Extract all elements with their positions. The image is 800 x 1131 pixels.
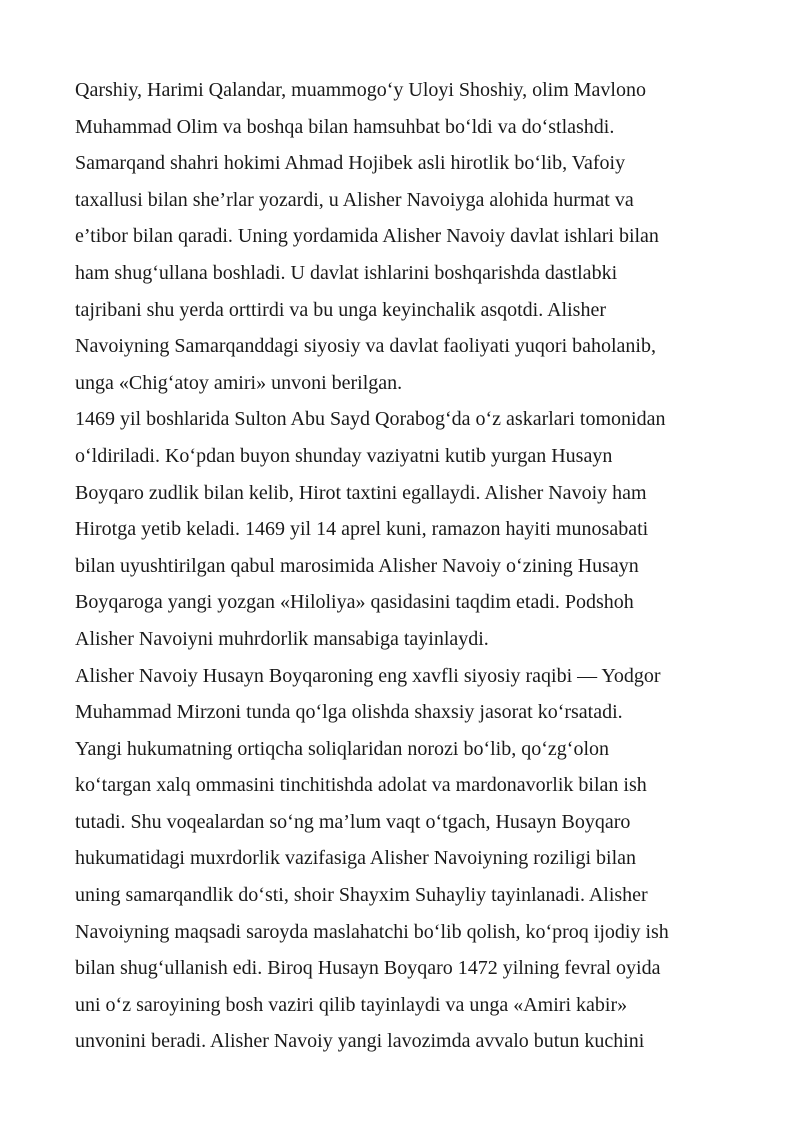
text-line: 1469 yil boshlarida Sulton Abu Sayd Qorabog‘da o‘z askarlari tomonidan (75, 408, 666, 431)
text-line: Navoiyning maqsadi saroyda maslahatchi bo‘lib qolish, ko‘proq ijodiy ish (75, 920, 669, 943)
text-line: tutadi. Shu voqealardan so‘ng ma’lum vaqt o‘tgach, Husayn Boyqaro (75, 810, 631, 833)
text-line: unga «Chig‘atoy amiri» unvoni berilgan. (75, 371, 403, 394)
text-line: bilan shug‘ullanish edi. Biroq Husayn Boyqaro 1472 yilning fevral oyida (75, 957, 661, 980)
text-line: uning samarqandlik do‘sti, shoir Shayxim Suhayliy tayinlanadi. Alisher (75, 884, 648, 907)
text-line: hukumatidagi muxrdorlik vazifasiga Alisher Navoiyning roziligi bilan (75, 847, 636, 870)
text-line: o‘ldiriladi. Ko‘pdan buyon shunday vaziyatni kutib yurgan Husayn (75, 444, 613, 467)
text-line: Hirotga yetib keladi. 1469 yil 14 aprel kuni, ramazon hayiti munosabati (75, 518, 649, 541)
text-line: Muhammad Olim va boshqa bilan hamsuhbat bo‘ldi va do‘stlashdi. (75, 115, 615, 138)
text-line: Boyqaro zudlik bilan kelib, Hirot taxtini egallaydi. Alisher Navoiy ham (75, 481, 647, 504)
text-line: Alisher Navoiy Husayn Boyqaroning eng xavfli siyosiy raqibi — Yodgor (75, 664, 661, 687)
text-line: Muhammad Mirzoni tunda qo‘lga olishda shaxsiy jasorat ko‘rsatadi. (75, 701, 623, 724)
text-line: Alisher Navoiyni muhrdorlik mansabiga tayinlaydi. (75, 627, 489, 650)
text-line: Navoiyning Samarqanddagi siyosiy va davlat faoliyati yuqori baholanib, (75, 335, 656, 358)
text-line: bilan uyushtirilgan qabul marosimida Alisher Navoiy o‘zining Husayn (75, 554, 639, 577)
text-line: Samarqand shahri hokimi Ahmad Hojibek asli hirotlik bo‘lib, Vafoiy (75, 152, 626, 175)
text-line: e’tibor bilan qaradi. Uning yordamida Alisher Navoiy davlat ishlari bilan (75, 225, 659, 248)
text-line: tajribani shu yerda orttirdi va bu unga keyinchalik asqotdi. Alisher (75, 298, 606, 321)
text-line: Qarshiy, Harimi Qalandar, muammogo‘y Uloyi Shoshiy, olim Mavlono (75, 79, 646, 101)
document-page (75, 72, 720, 1060)
text-line: unvonini beradi. Alisher Navoiy yangi lavozimda avvalo butun kuchini (75, 1030, 645, 1053)
text-line: taxallusi bilan she’rlar yozardi, u Alisher Navoiyga alohida hurmat va (75, 188, 634, 211)
text-line: Yangi hukumatning ortiqcha soliqlaridan norozi bo‘lib, qo‘zg‘olon (75, 737, 609, 760)
text-line: Boyqaroga yangi yozgan «Hiloliya» qasidasini taqdim etadi. Podshoh (75, 591, 634, 614)
text-line: ham shug‘ullana boshladi. U davlat ishlarini boshqarishda dastlabki (75, 261, 618, 284)
text-line: uni o‘z saroyining bosh vaziri qilib tayinlaydi va unga «Amiri kabir» (75, 993, 628, 1016)
text-line: ko‘targan xalq ommasini tinchitishda adolat va mardonavorlik bilan ish (75, 774, 647, 797)
